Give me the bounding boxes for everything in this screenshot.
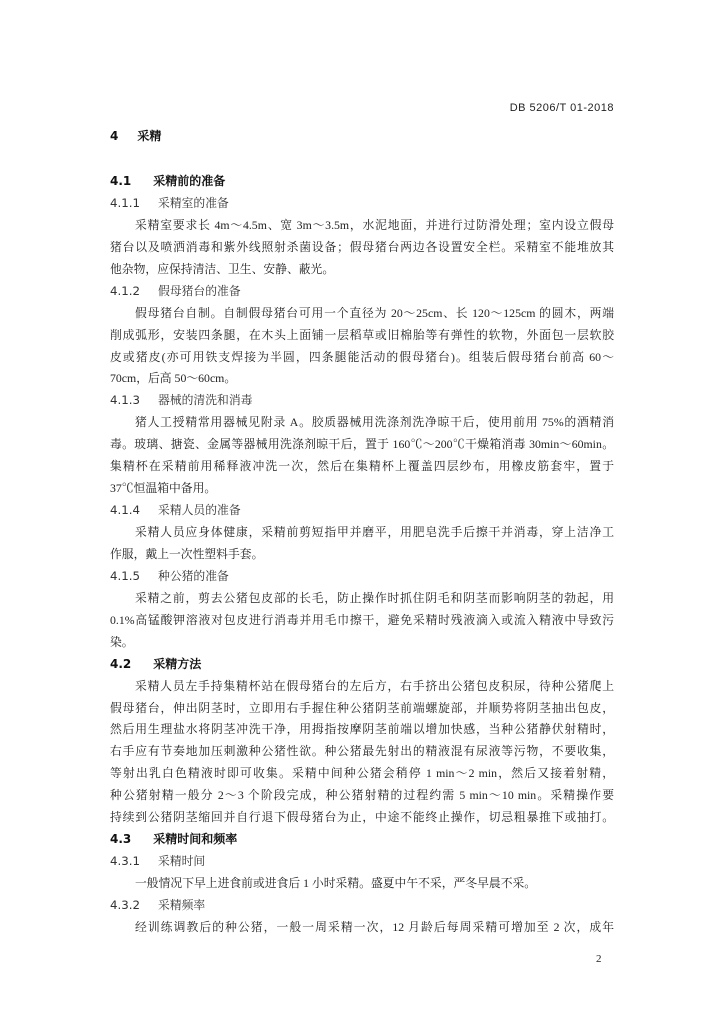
section-heading-4-1: [110, 171, 614, 193]
document-code: DB 5206/T 01-2018: [509, 102, 614, 114]
section-number: 4.3.1: [110, 854, 141, 869]
text-line: 采精之前，剪去公猪包皮部的长毛，防止操作时抓住阴毛和阴茎而影响阴茎的勃起，用: [135, 590, 614, 605]
chapter-number: 4: [110, 129, 119, 143]
text-line: 种公猪射精一般分 2～3 个阶段完成，种公猪射精的过程约需 5 min～10 min。采精操作要: [110, 788, 614, 803]
section-number: 4.1.2: [110, 283, 141, 298]
section-heading-4-3-2: [110, 895, 614, 917]
section-heading-4-1-1: [110, 193, 614, 215]
paragraph-4-1-4: [110, 522, 614, 566]
text-line: 假母猪台自制。自制假母猪台可用一个直径为 20～25cm、长 120～125cm 的圆木，两端: [135, 305, 614, 320]
paragraph-4-1-5: [110, 588, 614, 654]
text-line: 采精室要求长 4m～4.5m、宽 3m～3.5m，水泥地面，并进行过防滑处理；室内设立假母: [135, 217, 614, 232]
text-line: 猪人工授精常用器械见附录 A。胶质器械用洗涤剂洗净晾干后，使用前用 75%的酒精消: [135, 415, 614, 430]
section-number: 4.2: [110, 656, 132, 671]
section-number: 4.1.3: [110, 393, 141, 408]
text-line: 采精人员应身体健康，采精前剪短指甲并磨平，用肥皂洗手后擦干并消毒，穿上洁净工: [135, 525, 614, 539]
section-title: 采精室的准备: [158, 195, 229, 210]
text-line: 削成弧形，安装四条腿，在木头上面铺一层稻草或旧棉胎等有弹性的软物，外面包一层软胶: [110, 327, 614, 342]
section-title: 采精前的准备: [153, 174, 226, 188]
section-heading-4-3: [110, 829, 614, 851]
section-heading-4-1-2: [110, 281, 614, 303]
section-heading-4-3-1: [110, 851, 614, 873]
paragraph-4-1-3: [110, 412, 614, 500]
paragraph-4-3-1: [110, 873, 614, 895]
section-heading-4-1-4: [110, 500, 614, 522]
section-title: 采精时间: [158, 854, 206, 869]
section-number: 4.1.1: [110, 195, 141, 210]
text-line: 集精杯在采精前用稀释液冲洗一次，然后在集精杯上覆盖四层纱布，用橡皮筋套牢，置于: [110, 459, 614, 474]
text-line: 猪台以及喷洒消毒和紫外线照射杀菌设备；假母猪台两边各设置安全栏。采精室不能堆放其: [110, 239, 614, 254]
section-number: 4.3.2: [110, 897, 141, 912]
chapter-title: 采精: [137, 129, 162, 143]
paragraph-4-1-1: [110, 215, 614, 281]
section-number: 4.3: [110, 832, 132, 847]
text-line: 染。: [110, 634, 134, 649]
section-title: 采精时间和频率: [153, 832, 238, 847]
text-line: 作服，戴上一次性塑料手套。: [110, 546, 264, 561]
text-line: 37℃恒温箱中备用。: [110, 481, 217, 496]
section-heading-4-1-5: [110, 566, 614, 588]
section-title: 假母猪台的准备: [158, 283, 241, 298]
section-title: 采精人员的准备: [158, 503, 241, 518]
chapter-heading: [110, 125, 161, 147]
text-line: 等射出乳白色精液时即可收集。采精中间种公猪会稍停 1 min～2 min，然后又接着射精，: [110, 766, 614, 781]
text-line: 右手应有节奏地加压刺激种公猪性欲。种公猪最先射出的精液混有尿液等污物，不要收集，: [110, 744, 614, 759]
text-line: 他杂物，应保持清洁、卫生、安静、蔽光。: [110, 261, 335, 276]
section-number: 4.1.4: [110, 503, 141, 518]
text-line: 然后用生理盐水将阴茎冲洗干净，用拇指按摩阴茎前端以增加快感，当种公猪静伏射精时，: [110, 722, 614, 737]
section-heading-4-1-3: [110, 390, 614, 412]
section-heading-4-2: [110, 654, 614, 676]
text-line: 70cm，后高 50～60cm。: [110, 371, 237, 386]
section-title: 器械的清洗和消毒: [158, 393, 253, 408]
page-number: 2: [596, 953, 602, 965]
paragraph-4-2: [110, 676, 614, 830]
paragraph-4-1-2: [110, 303, 614, 391]
text-line: 0.1%高锰酸钾溶液对包皮进行消毒并用毛巾擦干，避免采精时残液滴入或流入精液中导致污: [110, 612, 614, 627]
text-line: 采精人员左手持集精杯站在假母猪台的左后方，右手挤出公猪包皮积尿，待种公猪爬上: [135, 678, 614, 693]
section-title: 种公猪的准备: [158, 568, 229, 583]
text-line: 毒。玻璃、搪瓷、金属等器械用洗涤剂晾干后，置于 160℃～200℃干燥箱消毒 30min～60min。: [110, 437, 614, 452]
text-line: 持续到公猪阴茎缩回并自行退下假母猪台为止，中途不能终止操作，切忌粗暴推下或抽打。: [110, 810, 614, 825]
document-body: [110, 171, 614, 939]
text-line: 皮或猪皮(亦可用铁支焊接为半圆，四条腿能活动的假母猪台)。组装后假母猪台前高 60～: [110, 349, 614, 364]
section-title: 采精方法: [153, 656, 202, 671]
section-number: 4.1.5: [110, 568, 141, 583]
paragraph-4-3-2: [110, 917, 614, 939]
text-line: 经训练调教后的种公猪，一般一周采精一次，12 月龄后每周采精可增加至 2 次，成年: [135, 919, 614, 934]
section-title: 采精频率: [158, 897, 206, 912]
text-line: 假母猪台，伸出阴茎时，立即用右手握住种公猪阴茎前端螺旋部，并顺势将阴茎抽出包皮，: [110, 700, 614, 715]
section-number: 4.1: [110, 174, 132, 188]
text-line: 一般情况下早上进食前或进食后 1 小时采精。盛夏中午不采，严冬早晨不采。: [135, 876, 537, 890]
